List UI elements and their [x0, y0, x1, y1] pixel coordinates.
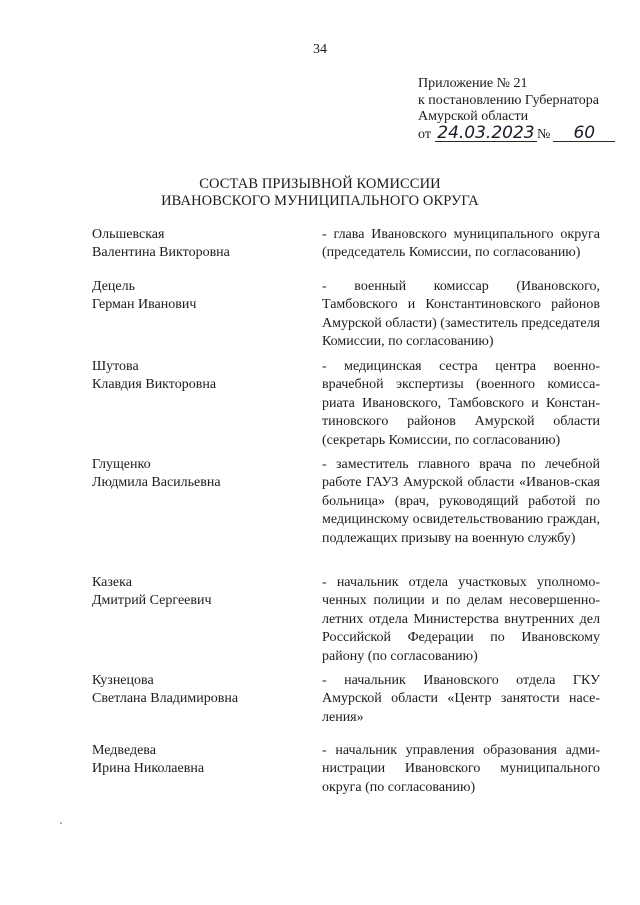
member-given-names: Клавдия Викторовна — [92, 377, 217, 392]
member-role: - начальник Ивановского отдела ГКУ Амурской области «Центр занятости насе-ления» — [322, 673, 600, 725]
member-name — [92, 358, 302, 394]
member-name — [92, 456, 302, 492]
member-role: - медицинская сестра центра военно-врачебной экспертизы (военного комисса-риата Ивановского, Тамбовского и Констан-тиновского районов Амурской области (секретарь Комиссии, по согласованию) — [322, 359, 600, 448]
member-surname: Казека — [92, 575, 132, 590]
member-surname: Медведева — [92, 743, 156, 758]
member-role: - глава Ивановского муниципального округа (председатель Комиссии, по согласованию) — [322, 227, 600, 261]
member-name — [92, 574, 302, 610]
member-given-names: Дмитрий Сергеевич — [92, 593, 212, 608]
member-name — [92, 742, 302, 778]
title-line-2: ИВАНОВСКОГО МУНИЦИПАЛЬНОГО ОКРУГА — [161, 192, 479, 209]
scan-speck — [60, 822, 62, 824]
title-line-1: СОСТАВ ПРИЗЫВНОЙ КОМИССИИ — [199, 176, 441, 192]
member-name — [92, 672, 302, 708]
member-given-names: Светлана Владимировна — [92, 691, 239, 706]
appendix-line-1: Приложение № 21 — [418, 76, 528, 91]
member-name — [92, 226, 302, 262]
page-number: 34 — [313, 42, 327, 57]
handwritten-date: 24.03.2023 — [435, 126, 537, 142]
member-role: - заместитель главного врача по лечебной работе ГАУЗ Амурской области «Иванов-ская больница» (врач, руководящий работой по медицинскому освидетельствованию граждан, подлежащих призыву на военную службу) — [322, 457, 600, 546]
number-prefix: № — [536, 126, 551, 142]
handwritten-number: 60 — [553, 126, 615, 142]
member-surname: Шутова — [92, 359, 139, 374]
member-given-names: Людмила Васильевна — [92, 475, 221, 490]
member-role: - начальник управления образования адми-нистрации Ивановского муниципального округа (по согласованию) — [322, 743, 600, 795]
date-prefix: от — [418, 126, 431, 142]
appendix-line-3: Амурской области — [418, 109, 529, 124]
member-role: - начальник отдела участковых уполномо-ченных полиции и по делам несовершенно-летних отдела Министерства внутренних дел Российской Федерации по Ивановскому району (по согласованию) — [322, 575, 600, 664]
member-name — [92, 278, 302, 314]
appendix-line-2: к постановлению Губернатора — [418, 92, 599, 108]
member-surname: Децель — [92, 279, 136, 294]
member-surname: Кузнецова — [92, 673, 154, 688]
member-role: - военный комиссар (Ивановского, Тамбовского и Константиновского районов Амурской области) (заместитель председателя Комиссии, по согласованию) — [322, 279, 600, 350]
member-given-names: Ирина Николаевна — [92, 761, 205, 776]
member-surname: Ольшевская — [92, 227, 165, 242]
member-surname: Глущенко — [92, 457, 151, 472]
member-given-names: Валентина Викторовна — [92, 245, 230, 260]
member-given-names: Герман Иванович — [92, 297, 197, 312]
